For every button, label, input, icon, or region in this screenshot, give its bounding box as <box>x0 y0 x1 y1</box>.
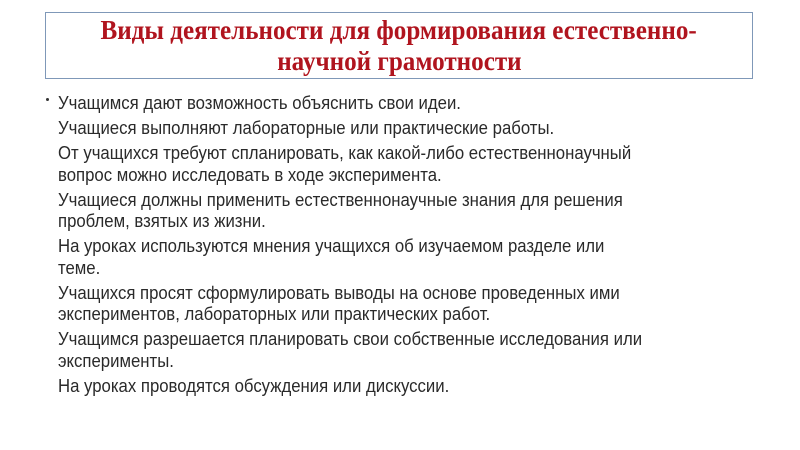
slide-title-line-2: научной грамотности <box>276 45 522 76</box>
list-item-text: От учащихся требуют спланировать, как какой-либо естественнонаучный <box>58 143 632 163</box>
slide-title-box <box>45 12 753 79</box>
list-item-text: эксперименты. <box>58 350 174 371</box>
list-item-text: На уроках проводятся обсуждения или дискуссии. <box>58 375 450 396</box>
list-item-text: проблем, взятых из жизни. <box>58 211 266 231</box>
list-item <box>58 118 778 140</box>
list-item-text: Учащихся просят сформулировать выводы на основе проведенных ими <box>58 282 620 303</box>
list-item-text: На уроках используются мнения учащихся об изучаемом разделе или <box>58 236 605 256</box>
list-item <box>58 143 778 186</box>
list-item <box>58 236 778 279</box>
list-item <box>58 329 778 372</box>
list-item-text: экспериментов, лабораторных или практических работ. <box>58 304 491 324</box>
list-item-text: Учащимся дают возможность объяснить свои идеи. <box>58 93 461 113</box>
list-item <box>58 283 778 326</box>
list-item <box>58 93 778 115</box>
slide-title-line-1: Виды деятельности для формирования естественно- <box>100 14 698 45</box>
bullet-dot-icon <box>46 98 49 101</box>
list-item-text: Учащиеся выполняют лабораторные или практические работы. <box>58 118 555 138</box>
list-item-text: Учащимся разрешается планировать свои собственные исследования или <box>58 329 643 349</box>
list-item <box>58 376 778 398</box>
list-item-text: теме. <box>58 257 101 278</box>
list-item <box>58 190 778 233</box>
activity-list <box>58 93 778 401</box>
list-item-text: Учащиеся должны применить естественнонаучные знания для решения <box>58 189 623 210</box>
list-item-text: вопрос можно исследовать в ходе эксперимента. <box>58 164 442 185</box>
